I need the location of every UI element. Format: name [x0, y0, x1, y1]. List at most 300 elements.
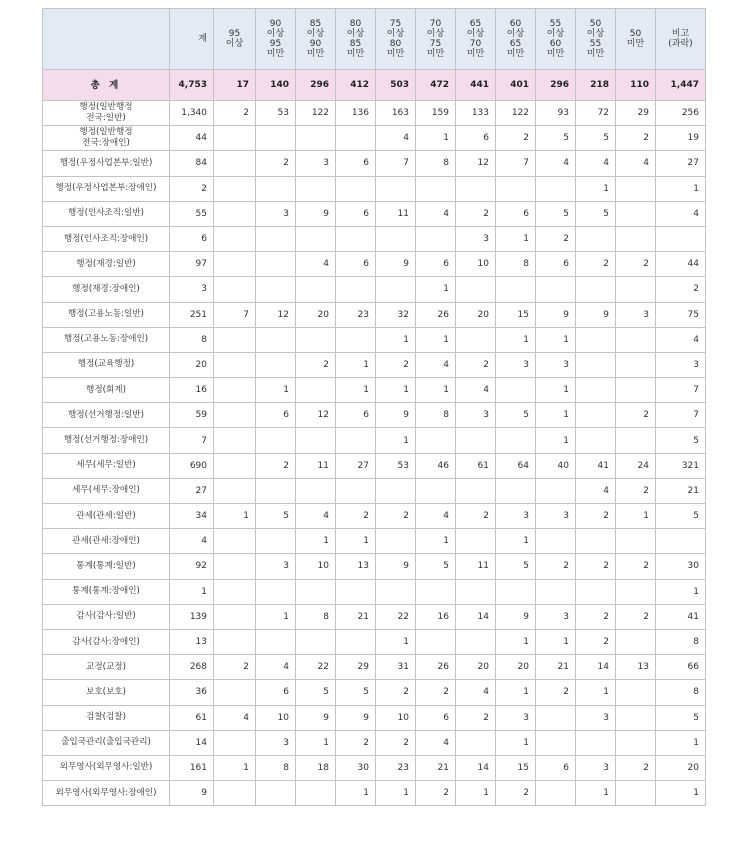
value-cell: 122: [296, 101, 336, 126]
value-cell: 2: [296, 352, 336, 377]
value-cell: [536, 705, 576, 730]
value-cell: [576, 327, 616, 352]
row-label: 출입국관리(출입국관리): [43, 730, 170, 755]
value-cell: [214, 730, 256, 755]
value-cell: 2: [576, 504, 616, 529]
value-cell: 4: [416, 352, 456, 377]
row-label: 행정(회계): [43, 378, 170, 403]
value-cell: [296, 478, 336, 503]
value-cell: 93: [536, 101, 576, 126]
value-cell: 2: [576, 604, 616, 629]
value-cell: 2: [456, 201, 496, 226]
row-label: 행정(인사조직:일반): [43, 201, 170, 226]
value-cell: 1: [456, 781, 496, 806]
value-cell: 1: [576, 176, 616, 201]
value-cell: 6: [536, 755, 576, 780]
value-cell: 29: [336, 655, 376, 680]
value-cell: [616, 201, 656, 226]
value-cell: 1: [336, 378, 376, 403]
value-cell: 3: [296, 151, 336, 176]
value-cell: 29: [616, 101, 656, 126]
column-header: 80 이상 85 미만: [336, 9, 376, 70]
value-cell: 5: [296, 680, 336, 705]
value-cell: [214, 352, 256, 377]
value-cell: 3: [256, 554, 296, 579]
value-cell: 7: [496, 151, 536, 176]
value-cell: 6: [416, 705, 456, 730]
value-cell: 2: [336, 730, 376, 755]
table-row: [43, 705, 706, 730]
value-cell: 1: [656, 579, 706, 604]
table-row: [43, 378, 706, 403]
value-cell: 22: [376, 604, 416, 629]
value-cell: [214, 529, 256, 554]
table-row: [43, 604, 706, 629]
column-header: 55 이상 60 미만: [536, 9, 576, 70]
value-cell: 268: [170, 655, 214, 680]
column-header: 비고 (과락): [656, 9, 706, 70]
total-value-cell: 472: [416, 70, 456, 101]
value-cell: 24: [616, 453, 656, 478]
value-cell: 7: [656, 403, 706, 428]
value-cell: [456, 176, 496, 201]
value-cell: [616, 352, 656, 377]
value-cell: [576, 403, 616, 428]
value-cell: 8: [256, 755, 296, 780]
value-cell: 3: [656, 352, 706, 377]
value-cell: 122: [496, 101, 536, 126]
value-cell: 11: [456, 554, 496, 579]
table-row: [43, 327, 706, 352]
value-cell: 1: [656, 176, 706, 201]
value-cell: 1,340: [170, 101, 214, 126]
value-cell: 2: [416, 781, 456, 806]
row-label: 관세(관세:장애인): [43, 529, 170, 554]
value-cell: [296, 126, 336, 151]
value-cell: [214, 226, 256, 251]
value-cell: 1: [656, 730, 706, 755]
value-cell: [616, 529, 656, 554]
value-cell: 12: [296, 403, 336, 428]
value-cell: 15: [496, 755, 536, 780]
value-cell: [376, 277, 416, 302]
value-cell: [576, 352, 616, 377]
value-cell: 9: [376, 252, 416, 277]
value-cell: 40: [536, 453, 576, 478]
value-cell: [214, 781, 256, 806]
value-cell: 61: [170, 705, 214, 730]
value-cell: 1: [576, 680, 616, 705]
value-cell: 4: [576, 151, 616, 176]
value-cell: 7: [170, 428, 214, 453]
value-cell: [336, 629, 376, 654]
value-cell: 10: [376, 705, 416, 730]
row-label: 감사(감사:일반): [43, 604, 170, 629]
value-cell: 1: [214, 504, 256, 529]
row-label: 통계(통계:일반): [43, 554, 170, 579]
value-cell: 21: [536, 655, 576, 680]
total-value-cell: 4,753: [170, 70, 214, 101]
value-cell: [616, 277, 656, 302]
value-cell: 4: [214, 705, 256, 730]
value-cell: [496, 176, 536, 201]
value-cell: 5: [496, 554, 536, 579]
value-cell: 9: [170, 781, 214, 806]
value-cell: [214, 428, 256, 453]
value-cell: 6: [336, 403, 376, 428]
row-label: 행정(인사조직:장애인): [43, 226, 170, 251]
value-cell: 4: [376, 126, 416, 151]
value-cell: [214, 378, 256, 403]
value-cell: 1: [496, 629, 536, 654]
value-cell: 2: [214, 101, 256, 126]
value-cell: 256: [656, 101, 706, 126]
value-cell: [336, 226, 376, 251]
row-label: 행정(고용노동:장애인): [43, 327, 170, 352]
value-cell: 26: [416, 302, 456, 327]
value-cell: 18: [296, 755, 336, 780]
value-cell: 61: [456, 453, 496, 478]
value-cell: 6: [416, 252, 456, 277]
value-cell: [256, 781, 296, 806]
value-cell: [214, 629, 256, 654]
table-row: [43, 453, 706, 478]
value-cell: [616, 730, 656, 755]
value-cell: 5: [576, 126, 616, 151]
value-cell: [416, 579, 456, 604]
value-cell: 3: [256, 201, 296, 226]
value-cell: [536, 781, 576, 806]
value-cell: 1: [416, 378, 456, 403]
value-cell: [456, 579, 496, 604]
value-cell: [616, 680, 656, 705]
value-cell: 55: [170, 201, 214, 226]
value-cell: 9: [496, 604, 536, 629]
value-cell: [416, 176, 456, 201]
value-cell: 11: [376, 201, 416, 226]
value-cell: 4: [416, 730, 456, 755]
value-cell: 20: [656, 755, 706, 780]
value-cell: 690: [170, 453, 214, 478]
value-cell: 53: [376, 453, 416, 478]
value-cell: 32: [376, 302, 416, 327]
value-cell: 9: [296, 705, 336, 730]
value-cell: 1: [656, 781, 706, 806]
value-cell: 3: [496, 705, 536, 730]
value-cell: [416, 478, 456, 503]
value-cell: [536, 176, 576, 201]
value-cell: [616, 428, 656, 453]
table-row: [43, 755, 706, 780]
value-cell: 2: [416, 680, 456, 705]
value-cell: 13: [170, 629, 214, 654]
value-cell: [336, 277, 376, 302]
value-cell: 3: [536, 604, 576, 629]
value-cell: 41: [576, 453, 616, 478]
table-row: [43, 151, 706, 176]
value-cell: [336, 478, 376, 503]
value-cell: [536, 277, 576, 302]
value-cell: 36: [170, 680, 214, 705]
value-cell: [496, 277, 536, 302]
value-cell: [256, 226, 296, 251]
row-label: 감사(감사:장애인): [43, 629, 170, 654]
value-cell: [416, 428, 456, 453]
value-cell: [376, 226, 416, 251]
value-cell: 133: [456, 101, 496, 126]
column-header: 50 이상 55 미만: [576, 9, 616, 70]
value-cell: 4: [616, 151, 656, 176]
table-row: [43, 226, 706, 251]
row-label: 관세(관세:일반): [43, 504, 170, 529]
total-value-cell: 296: [536, 70, 576, 101]
value-cell: [256, 529, 296, 554]
value-cell: [416, 226, 456, 251]
value-cell: 2: [616, 478, 656, 503]
value-cell: 72: [576, 101, 616, 126]
value-cell: 2: [536, 554, 576, 579]
value-cell: 2: [214, 655, 256, 680]
table-row: [43, 176, 706, 201]
value-cell: 2: [376, 730, 416, 755]
score-distribution-table-wrapper: [42, 8, 706, 806]
value-cell: 8: [296, 604, 336, 629]
value-cell: 6: [536, 252, 576, 277]
value-cell: [214, 453, 256, 478]
value-cell: 13: [616, 655, 656, 680]
row-label: 행정(선거행정:장애인): [43, 428, 170, 453]
value-cell: 84: [170, 151, 214, 176]
value-cell: 2: [616, 604, 656, 629]
value-cell: 2: [616, 403, 656, 428]
value-cell: 1: [376, 428, 416, 453]
value-cell: [376, 529, 416, 554]
table-row: [43, 277, 706, 302]
value-cell: 136: [336, 101, 376, 126]
value-cell: 2: [376, 352, 416, 377]
value-cell: 3: [256, 730, 296, 755]
value-cell: [616, 629, 656, 654]
value-cell: 8: [656, 629, 706, 654]
value-cell: 1: [416, 327, 456, 352]
value-cell: 5: [536, 201, 576, 226]
value-cell: 8: [170, 327, 214, 352]
value-cell: [576, 378, 616, 403]
value-cell: 6: [256, 403, 296, 428]
value-cell: 19: [656, 126, 706, 151]
value-cell: 4: [656, 201, 706, 226]
table-row: [43, 529, 706, 554]
column-header: 60 이상 65 미만: [496, 9, 536, 70]
value-cell: [536, 478, 576, 503]
value-cell: 27: [336, 453, 376, 478]
value-cell: [576, 428, 616, 453]
value-cell: 20: [296, 302, 336, 327]
value-cell: [456, 629, 496, 654]
value-cell: 12: [456, 151, 496, 176]
value-cell: 9: [376, 554, 416, 579]
value-cell: 5: [416, 554, 456, 579]
column-header: 85 이상 90 미만: [296, 9, 336, 70]
value-cell: 1: [256, 378, 296, 403]
value-cell: 27: [656, 151, 706, 176]
value-cell: 64: [496, 453, 536, 478]
value-cell: 4: [576, 478, 616, 503]
value-cell: [296, 781, 336, 806]
value-cell: 1: [376, 781, 416, 806]
value-cell: [656, 226, 706, 251]
value-cell: [616, 579, 656, 604]
value-cell: [576, 730, 616, 755]
value-cell: [256, 252, 296, 277]
column-header: 90 이상 95 미만: [256, 9, 296, 70]
row-label: 행정(고용노동:일반): [43, 302, 170, 327]
value-cell: [256, 629, 296, 654]
value-cell: 11: [296, 453, 336, 478]
total-value-cell: 401: [496, 70, 536, 101]
value-cell: 7: [376, 151, 416, 176]
value-cell: 20: [170, 352, 214, 377]
value-cell: 3: [496, 352, 536, 377]
row-label: 행정(재경:일반): [43, 252, 170, 277]
value-cell: 6: [336, 151, 376, 176]
value-cell: 22: [296, 655, 336, 680]
value-cell: 1: [576, 781, 616, 806]
value-cell: 59: [170, 403, 214, 428]
value-cell: 5: [496, 403, 536, 428]
value-cell: [214, 478, 256, 503]
value-cell: [214, 151, 256, 176]
table-row: [43, 126, 706, 151]
value-cell: 30: [336, 755, 376, 780]
column-header: 계: [170, 9, 214, 70]
value-cell: 4: [296, 252, 336, 277]
value-cell: [656, 529, 706, 554]
value-cell: 7: [214, 302, 256, 327]
value-cell: 3: [576, 755, 616, 780]
value-cell: [376, 176, 416, 201]
value-cell: [336, 428, 376, 453]
value-cell: 5: [656, 705, 706, 730]
value-cell: [296, 327, 336, 352]
row-label: 세무(세무:일반): [43, 453, 170, 478]
value-cell: [214, 680, 256, 705]
value-cell: 1: [496, 730, 536, 755]
value-cell: 4: [536, 151, 576, 176]
value-cell: 1: [336, 781, 376, 806]
value-cell: [576, 226, 616, 251]
value-cell: 6: [496, 201, 536, 226]
value-cell: [536, 529, 576, 554]
value-cell: 2: [456, 705, 496, 730]
value-cell: 161: [170, 755, 214, 780]
value-cell: 75: [656, 302, 706, 327]
value-cell: 7: [656, 378, 706, 403]
value-cell: 1: [256, 604, 296, 629]
value-cell: 2: [576, 629, 616, 654]
total-value-cell: 140: [256, 70, 296, 101]
value-cell: [256, 579, 296, 604]
value-cell: 1: [296, 730, 336, 755]
value-cell: [336, 176, 376, 201]
value-cell: [496, 428, 536, 453]
row-label: 외무영사(외무영사:장애인): [43, 781, 170, 806]
value-cell: 4: [296, 504, 336, 529]
value-cell: [376, 478, 416, 503]
value-cell: 10: [256, 705, 296, 730]
value-cell: 4: [656, 327, 706, 352]
value-cell: 13: [336, 554, 376, 579]
value-cell: 6: [170, 226, 214, 251]
value-cell: 2: [336, 504, 376, 529]
value-cell: [496, 579, 536, 604]
value-cell: 1: [376, 327, 416, 352]
value-cell: 26: [416, 655, 456, 680]
value-cell: [496, 478, 536, 503]
value-cell: 9: [336, 705, 376, 730]
value-cell: 8: [416, 151, 456, 176]
value-cell: 2: [376, 680, 416, 705]
value-cell: 2: [256, 453, 296, 478]
value-cell: [416, 629, 456, 654]
value-cell: 20: [456, 302, 496, 327]
column-header: 65 이상 70 미만: [456, 9, 496, 70]
value-cell: [214, 126, 256, 151]
value-cell: [296, 226, 336, 251]
value-cell: 1: [376, 629, 416, 654]
value-cell: 3: [536, 504, 576, 529]
value-cell: 2: [170, 176, 214, 201]
value-cell: 1: [336, 352, 376, 377]
value-cell: 1: [376, 378, 416, 403]
value-cell: [256, 126, 296, 151]
value-cell: 14: [456, 755, 496, 780]
value-cell: [496, 378, 536, 403]
value-cell: [456, 428, 496, 453]
value-cell: 5: [656, 504, 706, 529]
value-cell: 4: [416, 201, 456, 226]
value-cell: 1: [536, 403, 576, 428]
value-cell: [256, 428, 296, 453]
value-cell: [576, 529, 616, 554]
value-cell: [214, 403, 256, 428]
value-cell: [214, 327, 256, 352]
value-cell: 66: [656, 655, 706, 680]
value-cell: 2: [616, 126, 656, 151]
table-row: [43, 680, 706, 705]
value-cell: [616, 781, 656, 806]
value-cell: 34: [170, 504, 214, 529]
value-cell: [616, 378, 656, 403]
value-cell: [296, 176, 336, 201]
value-cell: [616, 705, 656, 730]
value-cell: 4: [456, 378, 496, 403]
column-header: 75 이상 80 미만: [376, 9, 416, 70]
value-cell: 1: [536, 428, 576, 453]
total-value-cell: 503: [376, 70, 416, 101]
value-cell: [336, 327, 376, 352]
value-cell: [214, 604, 256, 629]
value-cell: [296, 277, 336, 302]
value-cell: 30: [656, 554, 706, 579]
value-cell: 23: [336, 302, 376, 327]
total-row: [43, 70, 706, 101]
value-cell: 2: [256, 151, 296, 176]
value-cell: 2: [456, 352, 496, 377]
value-cell: 9: [376, 403, 416, 428]
value-cell: 6: [336, 252, 376, 277]
value-cell: [336, 579, 376, 604]
